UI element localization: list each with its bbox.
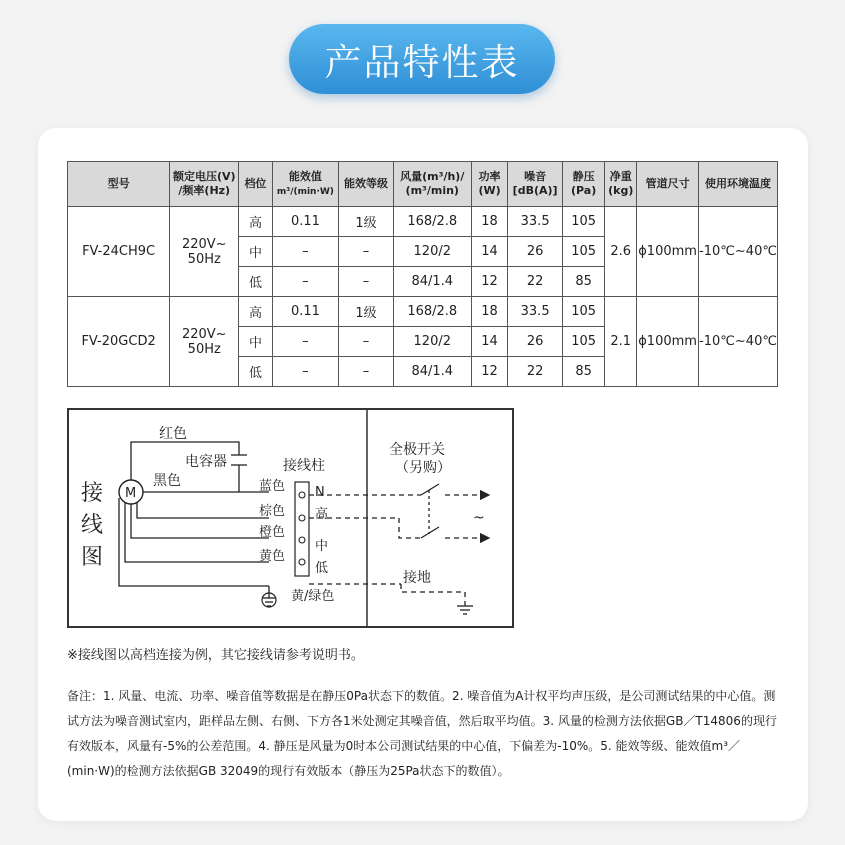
motor-label: M [125,486,137,501]
wire-orange-label: 橙色 [259,525,286,540]
switch-label: 全极开关 [389,442,445,458]
duct-cell: ϕ100mm [637,297,699,387]
gear-cell: 高 [239,207,272,237]
header-temp: 使用环境温度 [699,162,778,207]
wiring-note: ※接线图以高档连接为例，其它接线请参考说明书。 [67,648,364,663]
gear-cell: 低 [239,267,272,297]
pressure-cell: 105 [562,207,604,237]
wiring-diagram-svg [69,410,512,626]
power-cell: 18 [471,297,507,327]
table-row [68,207,778,237]
grade-cell: – [339,267,393,297]
wire-red-label: 红色 [159,426,187,442]
noise-cell: 22 [508,357,563,387]
diagram-title-char: 接 [81,481,104,506]
terminal-block [295,482,309,576]
temp-cell: -10℃~40℃ [699,297,778,387]
wiring-diagram [67,408,514,628]
temp-cell: -10℃~40℃ [699,207,778,297]
header-airflow: 风量(m³/h)/ (m³/min) [393,162,471,207]
power-cell: 14 [471,327,507,357]
model-voltage: 220V~ 50Hz [170,297,239,387]
header-row [68,162,778,207]
pressure-cell: 105 [562,297,604,327]
switch-wiring [309,495,489,606]
terminal-label: 接线柱 [283,458,325,474]
table-row [68,297,778,327]
power-cell: 12 [471,267,507,297]
terminal-high: 高 [315,507,329,522]
weight-cell: 2.1 [605,297,637,387]
efficiency-cell: – [272,267,339,297]
noise-cell: 26 [508,237,563,267]
terminal-n: N [315,485,325,500]
efficiency-cell: 0.11 [272,297,339,327]
wire-yellow-label: 黄色 [259,549,286,564]
header-duct: 管道尺寸 [637,162,699,207]
header-gear: 档位 [239,162,272,207]
gear-cell: 中 [239,327,272,357]
pressure-cell: 105 [562,327,604,357]
model-voltage: 220V~ 50Hz [170,207,239,297]
efficiency-cell: – [272,237,339,267]
header-voltage: 额定电压(V) /频率(Hz) [170,162,239,207]
wire-black-label: 黑色 [153,473,181,489]
pressure-cell: 85 [562,357,604,387]
efficiency-cell: 0.11 [272,207,339,237]
wire-blue-label: 蓝色 [259,479,286,494]
switch-note: （另购） [395,460,451,476]
grade-cell: 1级 [339,297,393,327]
gear-cell: 高 [239,297,272,327]
gear-cell: 低 [239,357,272,387]
noise-cell: 33.5 [508,207,563,237]
diagram-title-char: 线 [81,513,104,538]
pressure-cell: 85 [562,267,604,297]
pressure-cell: 105 [562,237,604,267]
noise-cell: 22 [508,267,563,297]
header-efficiency: 能效值 m³/(min·W) [272,162,339,207]
efficiency-cell: – [272,357,339,387]
airflow-cell: 168/2.8 [393,207,471,237]
airflow-cell: 84/1.4 [393,267,471,297]
grade-cell: 1级 [339,207,393,237]
capacitor-label: 电容器 [185,454,227,470]
diagram-title-char: 图 [81,545,104,570]
header-noise: 噪音 [dB(A)] [508,162,563,207]
page-title: 产品特性表 [289,24,555,94]
model-name: FV-20GCD2 [68,297,170,387]
header-weight: 净重 (kg) [605,162,637,207]
airflow-cell: 120/2 [393,327,471,357]
header-power: 功率 (W) [471,162,507,207]
gear-cell: 中 [239,237,272,267]
power-cell: 12 [471,357,507,387]
spec-table [67,161,778,387]
efficiency-cell: – [272,327,339,357]
wire-yellow-green-label: 黄/绿色 [291,589,335,604]
ground-label: 接地 [403,570,431,586]
header-pressure: 静压 (Pa) [562,162,604,207]
wire-brown-label: 棕色 [259,504,286,519]
terminal-mid: 中 [315,539,329,554]
header-grade: 能效等级 [339,162,393,207]
noise-cell: 33.5 [508,297,563,327]
noise-cell: 26 [508,327,563,357]
remarks: 备注：1. 风量、电流、功率、噪音值等数据是在静压0Pa状态下的数值。2. 噪音值为A计权平均声压级，是公司测试结果的中心值。测试方法为噪音测试室内，距样品左侧、右侧、下方各1米处测定其噪音值，然后取平均值。3. 风量的检测方法依据GB／T14806的现行有效版本，风量有-5%的公差范围。4. 静压是风量为0时本公司测试结果的中心值，下偏差为-10%。5. 能效等级、能效值m³／(min·W)的检测方法依据GB 32049的现行有效版本（静压为25Pa状态下的数值）。 [67,689,777,778]
airflow-cell: 168/2.8 [393,297,471,327]
airflow-cell: 84/1.4 [393,357,471,387]
weight-cell: 2.6 [605,207,637,297]
airflow-cell: 120/2 [393,237,471,267]
power-cell: 14 [471,237,507,267]
duct-cell: ϕ100mm [637,207,699,297]
model-name: FV-24CH9C [68,207,170,297]
ac-symbol: ~ [473,510,485,526]
terminal-low: 低 [315,561,329,576]
power-cell: 18 [471,207,507,237]
grade-cell: – [339,357,393,387]
grade-cell: – [339,327,393,357]
spec-card [38,128,808,821]
grade-cell: – [339,237,393,267]
header-model: 型号 [68,162,170,207]
